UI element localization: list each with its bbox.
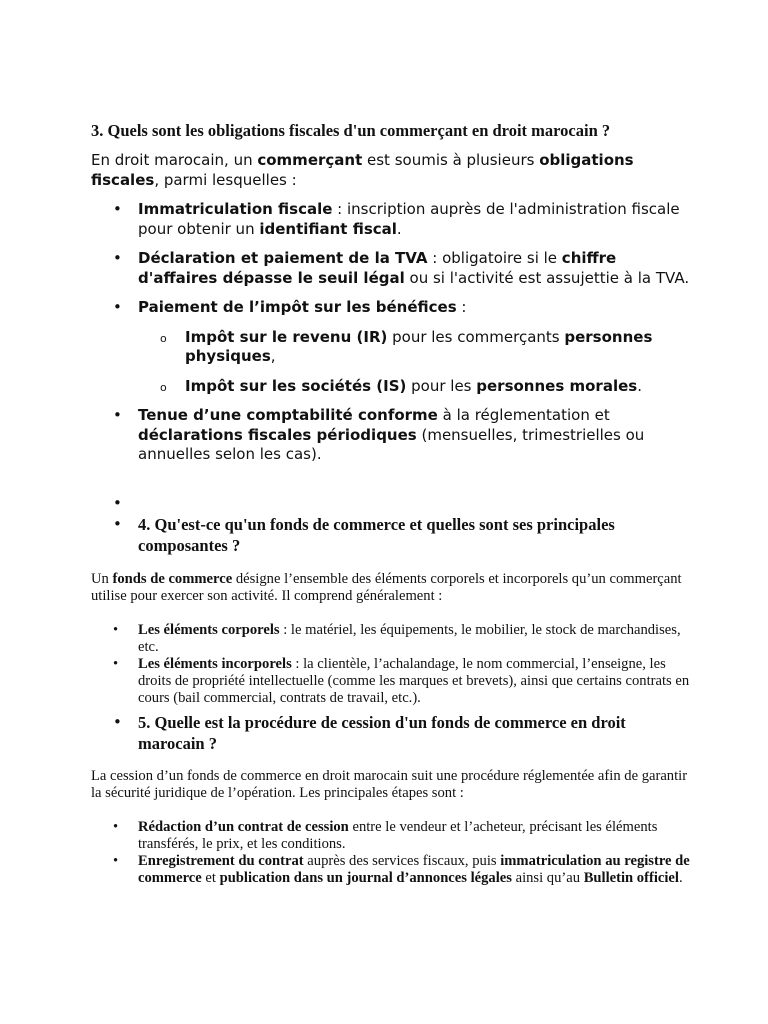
list-item: • Déclaration et paiement de la TVA : obligatoire si le chiffre d'affaires dépasse le seuil légal ou si l'activité est assujettie à la TVA.	[113, 249, 690, 287]
list-item	[91, 713, 691, 754]
bullet-icon: •	[113, 494, 122, 512]
circle-bullet-icon: o	[160, 331, 167, 345]
bullet-icon: •	[113, 515, 122, 533]
bullet-icon: •	[113, 713, 122, 731]
list-item	[91, 515, 691, 556]
bullet-icon: •	[113, 298, 122, 316]
sub-list-item: o Impôt sur les sociétés (IS) pour les personnes morales.	[91, 377, 691, 397]
section-5-heading: 5. Quelle est la procédure de cession d'un fonds de commerce en droit marocain ?	[138, 713, 626, 753]
fonds-components-list	[91, 622, 691, 707]
list-item: • Les éléments corporels : le matériel, les équipements, le mobilier, le stock de marchandises, etc.	[113, 622, 681, 655]
sub-list-item: o Impôt sur le revenu (IR) pour les commerçants personnes physiques,	[160, 327, 653, 365]
bullet-icon: •	[113, 406, 122, 424]
circle-bullet-icon: o	[160, 380, 167, 394]
bullet-icon: •	[113, 249, 122, 267]
fiscal-obligations-list	[91, 200, 691, 475]
section-4-intro: Un fonds de commerce désigne l’ensemble des éléments corporels et incorporels qu’un commerçant utilise pour exercer son activité. Il comprend généralement :	[91, 571, 682, 604]
bullet-icon: •	[113, 200, 122, 218]
list-item: • Rédaction d’un contrat de cession entre le vendeur et l’acheteur, précisant les éléments transférés, le prix, et les conditions.	[113, 819, 658, 852]
list-item: • Enregistrement du contrat auprès des services fiscaux, puis immatriculation au registre de commerce et publication dans un journal d’annonces légales ainsi qu’au Bulletin officiel.	[113, 853, 690, 886]
list-item: • Immatriculation fiscale : inscription auprès de l'administration fiscale pour obtenir un identifiant fiscal.	[113, 200, 680, 238]
section-4-heading-list	[91, 515, 691, 556]
cession-steps-list	[91, 819, 691, 887]
section-5-heading-list	[91, 713, 691, 754]
section-4-heading: 4. Qu'est-ce qu'un fonds de commerce et quelles sont ses principales composantes ?	[138, 515, 615, 555]
section-3-intro: En droit marocain, un commerçant est soumis à plusieurs obligations fiscales, parmi lesquelles :	[91, 151, 634, 189]
list-item: • Les éléments incorporels : la clientèle, l’achalandage, le nom commercial, l’enseigne, les droits de propriété intellectuelle (comme les marques et brevets), ainsi que certains contrats en cours (bail commercial, contrats de travail, etc.).	[113, 656, 690, 706]
bullet-icon: •	[113, 853, 119, 869]
empty-list-item	[91, 494, 691, 513]
list-item: • Tenue d’une comptabilité conforme à la réglementation et déclarations fiscales périodiques (mensuelles, trimestrielles ou annuelles selon les cas).	[113, 406, 645, 463]
empty-bullet-list	[91, 494, 691, 513]
section-5-intro: La cession d’un fonds de commerce en droit marocain suit une procédure réglementée afin de garantir la sécurité juridique de l’opération. Les principales étapes sont :	[91, 768, 688, 801]
bullet-icon: •	[113, 622, 119, 638]
section-3-heading: 3. Quels sont les obligations fiscales d'un commerçant en droit marocain ?	[91, 121, 611, 140]
list-item: • Paiement de l’impôt sur les bénéfices :	[113, 298, 467, 316]
bullet-icon: •	[113, 819, 119, 835]
bullet-icon: •	[113, 656, 119, 672]
